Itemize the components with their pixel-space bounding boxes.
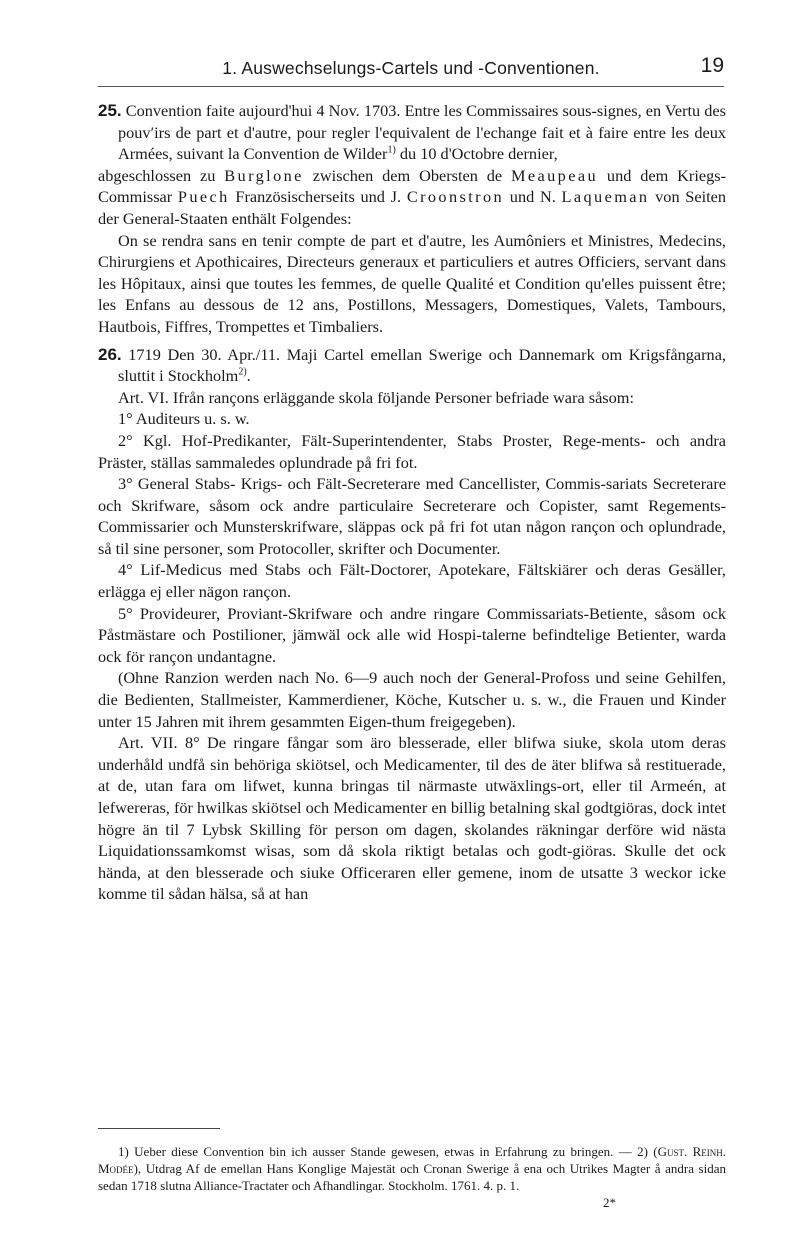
signature-mark: 2* bbox=[603, 1195, 616, 1210]
footnotes bbox=[98, 1128, 726, 1211]
section-number: 26. bbox=[98, 344, 122, 364]
list-item: 4° Lif-Medicus med Stabs och Fält-Doctorer, Apotekare, Fältskiärer och deras Gesäller, erlägga ej eller nägon rançon. bbox=[98, 560, 726, 602]
person-name: Croonstron bbox=[406, 187, 505, 207]
section-25-heading bbox=[98, 100, 726, 165]
list-item: 3° General Stabs- Krigs- och Fält-Secreterare med Cancellister, Commis-sariats Secreterare och Skrifware, såsom ock andre particulaire Secreterare och Copister, samt Regements-Commissarier och Munsterskrifware, släppas ock på fri fot utan någon rançon och oplundrade, så til sine personer, som Protocoller, skrifter och Documenter. bbox=[98, 474, 726, 558]
text: zwischen dem Obersten de bbox=[303, 165, 512, 185]
list-item: 2° Kgl. Hof-Predikanter, Fält-Superintendenter, Stabs Proster, Rege-ments- och andra Präster, ställas sammaledes oplundrade på fri fot. bbox=[98, 430, 726, 472]
footnote-rule bbox=[98, 1128, 220, 1129]
section-number: 25. bbox=[98, 101, 122, 120]
footnote-ref: 2) bbox=[238, 366, 247, 378]
text: Französischerseits und J. bbox=[229, 187, 407, 207]
section-26-heading bbox=[98, 344, 726, 387]
text: 1) Ueber diese Convention bin ich ausser Stande gewesen, etwas in Erfahrung zu bringen. — 2) ( bbox=[118, 1144, 658, 1159]
person-name: Laqueman bbox=[561, 187, 650, 207]
footnote-ref: 1) bbox=[387, 144, 396, 156]
running-head: 1. Auswechselungs-Cartels und -Conventionen. bbox=[222, 58, 600, 78]
text: . bbox=[246, 366, 251, 386]
text: und N. bbox=[504, 187, 562, 207]
article-7: Art. VII. 8° De ringare fångar som äro blesserade, eller blifwa siuke, skola utom deras underhåld undfå sin behöriga skiötsel, och Medicamenter, til des de äter blifwa så restituerade, at de, utan fara om lifwet, kunna bringas til närmaste utwäxlings-ort, eller til Armeén, at lefwereras, för hwilkas skiötsel och Medicamenter en billig betalning skal godtgiöras, dock intet högre än til 7 Lybsk Skilling för person om dagen, skolandes räkningar derföre wid nästa Liquidationssamkomst wisas, som då skola riktigt betalas och godt-giöras. Skulle det ock hända, at den blesserade och siuke Officeraren eller gemene, inom de utsatte 3 weckor icke komme til sådan hälsa, så at han bbox=[98, 733, 726, 904]
text: ), Utdrag Af de emellan Hans Konglige Majestät och Cronan Swerige å ena och Utrikes Magter å andra sidan sedan 1718 slutna Alliance-Tractater och Afhandlingar. Stockholm. 1761. 4. p. 1. bbox=[98, 1161, 726, 1193]
page-header bbox=[98, 56, 724, 87]
author-name: Gust. Reinh. Modée bbox=[98, 1144, 726, 1176]
page-number: 19 bbox=[700, 54, 724, 77]
person-name: Meaupeau bbox=[511, 165, 599, 185]
article-6: Art. VI. Ifrån rançons erläggande skola följande Personer befriade wara såsom: bbox=[118, 387, 634, 407]
text: von Seiten der General-Staaten enthält Folgendes: bbox=[98, 187, 727, 228]
footnote bbox=[98, 1143, 726, 1194]
section-text: du 10 d'Octobre dernier, bbox=[395, 144, 558, 164]
paragraph: On se rendra sans en tenir compte de part et d'autre, les Aumôniers et Ministres, Medecins, Chirurgiens et Apothicaires, Directeurs generaux et particuliers et autres Officiers, servant dans les Hôpitaux, ainsi que toutes les femmes, de quelle Qualité et Condition qu'elles puissent être; les Enfans au dessous de 12 ans, Postillons, Messagers, Domestiques, Valets, Tambours, Hautbois, Fiffres, Trompettes et Timbaliers. bbox=[98, 230, 726, 336]
section-text: Convention faite aujourd'hui 4 Nov. 1703. Entre les Commissaires sous-signes, en Vertu des pouv′irs de part et d'autre, pour regler l'equivalent de l'echange fait et à faire entre les deux Armées, suivant la Convention de Wilder bbox=[118, 101, 726, 164]
list-item: 5° Provideurer, Proviant-Skrifware och andre ringare Commissariats-Betiente, såsom ock Påstmästare och Postilioner, jämwäl ock alle wid Hospi-talerne befindtelige Betienter, warda ock för rançon undantagne. bbox=[98, 603, 726, 666]
person-name: Puech bbox=[177, 187, 230, 207]
paragraph bbox=[98, 165, 726, 230]
section-text: 1719 Den 30. Apr./11. Maji Cartel emellan Swerige och Dannemark om Krigsfångarna, sluttit i Stockholm bbox=[118, 344, 726, 386]
paragraph: (Ohne Ranzion werden nach No. 6—9 auch noch der General-Profoss und seine Gehilfen, die Bedienten, Stallmeister, Kammerdiener, Köche, Kutscher u. s. w., die Frauen und Kinder unter 15 Jahren mit ihrem gesammten Eigen-thum freigegeben). bbox=[98, 668, 726, 731]
text: abgeschlossen zu bbox=[98, 165, 225, 185]
text: und dem Kriegs-Commissar bbox=[98, 165, 726, 207]
list-item: 1° Auditeurs u. s. w. bbox=[118, 409, 250, 429]
person-name: Burglone bbox=[224, 165, 304, 185]
main-text bbox=[98, 100, 726, 905]
